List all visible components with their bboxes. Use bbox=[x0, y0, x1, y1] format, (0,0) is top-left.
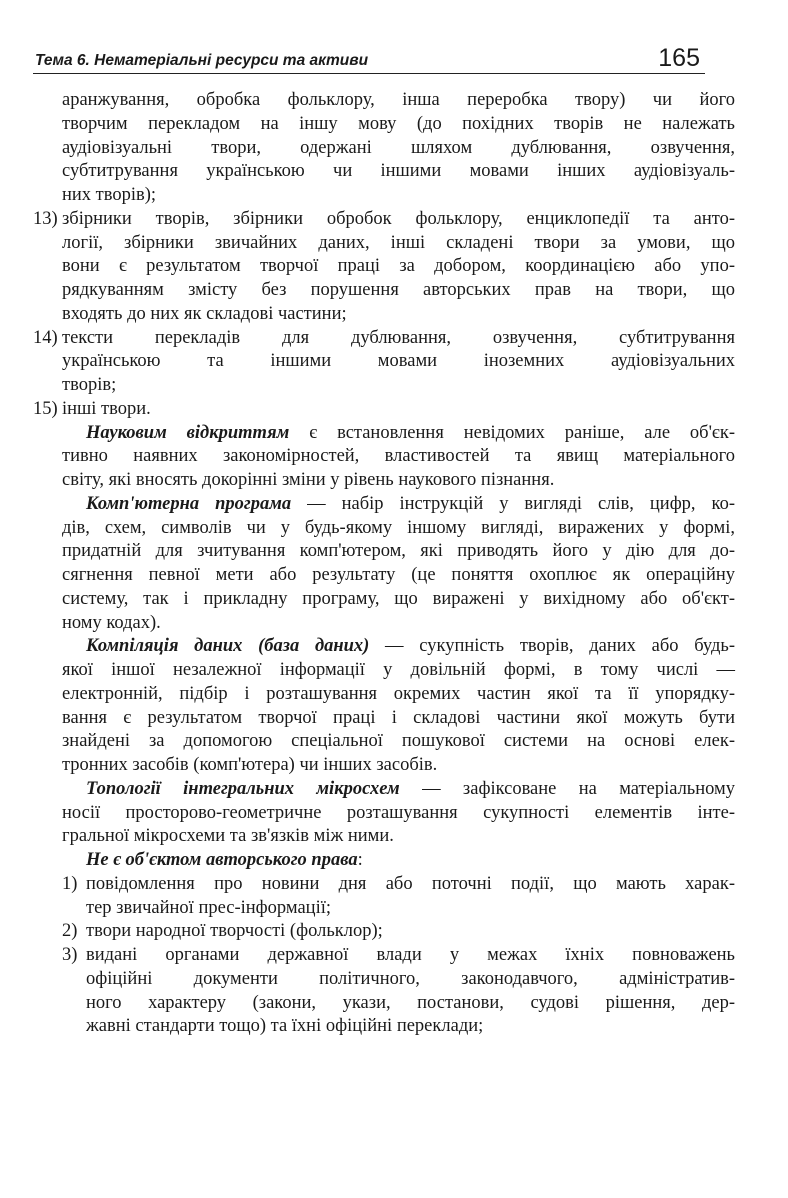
text-line bbox=[86, 492, 735, 516]
line-text: творів; bbox=[62, 375, 117, 395]
text-line bbox=[62, 824, 735, 848]
list-number: 14) bbox=[33, 327, 58, 348]
line-text: — зафіксоване на матеріальному bbox=[399, 778, 736, 799]
text-line bbox=[86, 777, 735, 801]
line-text: електронній, підбір і розташування окремих частин якої та її упорядку- bbox=[62, 683, 735, 704]
text-line bbox=[62, 539, 735, 563]
text-line bbox=[62, 468, 735, 492]
line-text: інші твори. bbox=[62, 398, 151, 419]
line-text: носії просторово-геометричне розташування сукупності елементів інте- bbox=[62, 802, 735, 823]
line-text: рядкуванням змісту без порушення авторських прав на твори, що bbox=[62, 280, 735, 300]
text-line bbox=[62, 729, 735, 753]
line-text: знайдені за допомогою спеціальної пошукової системи на основі елек- bbox=[62, 731, 735, 752]
line-text: творчим перекладом на іншу мову (до похідних творів не належать bbox=[62, 113, 735, 134]
text-line bbox=[62, 658, 735, 682]
text-line bbox=[62, 801, 735, 825]
header-rule bbox=[33, 73, 705, 74]
line-text: є встановлення невідомих раніше, але об'єк- bbox=[289, 422, 735, 443]
text-line bbox=[62, 112, 735, 136]
list-number: 2) bbox=[62, 921, 78, 942]
text-line bbox=[62, 88, 735, 112]
page-number: 165 bbox=[658, 44, 700, 72]
text-line bbox=[62, 682, 735, 706]
text-line bbox=[62, 516, 735, 540]
text-line bbox=[86, 848, 735, 872]
list-number: 3) bbox=[62, 945, 78, 965]
line-text: придатній для зчитування комп'ютером, які приводять його у дію для до- bbox=[62, 541, 735, 562]
text-line bbox=[86, 1014, 735, 1038]
line-text: вони є результатом творчої праці за добором, координацією або упо- bbox=[62, 256, 735, 277]
chapter-title: Тема 6. Нематеріальні ресурси та активи bbox=[35, 52, 369, 69]
line-text: тронних засобів (комп'ютера) чи інших засобів. bbox=[62, 755, 438, 775]
text-line bbox=[86, 421, 735, 445]
text-line bbox=[62, 183, 735, 207]
defined-term: Комп'ютерна програма bbox=[86, 493, 292, 514]
line-text: видані органами державної влади у межах їхніх повноважень bbox=[86, 945, 735, 965]
line-text: жавні стандарти тощо) та їхні офіційні переклади; bbox=[86, 1016, 484, 1037]
text-line bbox=[62, 611, 735, 635]
text-line bbox=[62, 254, 735, 278]
line-text: якої іншої незалежної інформації у довільній формі, в тому числі — bbox=[62, 660, 735, 680]
text-line bbox=[62, 444, 735, 468]
line-text: логії, збірники звичайних даних, інші складені твори за умови, що bbox=[62, 232, 735, 253]
line-text: повідомлення про новини дня або поточні події, що мають харак- bbox=[86, 873, 735, 894]
defined-term: Топології інтегральних мікросхем bbox=[86, 778, 400, 799]
line-text: вання є результатом творчої праці і складові частини якої можуть бути bbox=[62, 707, 735, 728]
defined-term: Компіляція даних (база даних) bbox=[86, 636, 370, 657]
line-text: : bbox=[357, 850, 363, 870]
line-text: тексти перекладів для дублювання, озвучення, субтитрування bbox=[62, 327, 735, 348]
text-line bbox=[62, 207, 735, 231]
text-line bbox=[62, 373, 735, 397]
list-number: 15) bbox=[33, 398, 58, 419]
line-text: українською та іншими мовами іноземних аудіовізуальних bbox=[62, 351, 735, 372]
text-line bbox=[62, 349, 735, 373]
line-text: аудіовізуальні твори, одержані шляхом дублювання, озвучення, bbox=[62, 137, 735, 158]
defined-term: Не є об'єктом авторського права bbox=[86, 850, 358, 870]
line-text: офіційні документи політичного, законодавчого, адміністратив- bbox=[86, 968, 735, 989]
line-text: твори народної творчості (фольклор); bbox=[86, 921, 383, 942]
line-text: аранжування, обробка фольклору, інша переробка твору) чи його bbox=[62, 90, 735, 110]
text-line bbox=[62, 587, 735, 611]
defined-term: Науковим відкриттям bbox=[86, 422, 290, 443]
text-line bbox=[62, 706, 735, 730]
text-line bbox=[86, 634, 735, 658]
text-line bbox=[62, 397, 735, 421]
text-line bbox=[86, 896, 735, 920]
text-line bbox=[62, 136, 735, 160]
text-line bbox=[62, 302, 735, 326]
text-line bbox=[86, 991, 735, 1015]
line-text: входять до них як складові частини; bbox=[62, 303, 347, 324]
text-line bbox=[86, 967, 735, 991]
line-text: — сукупність творів, даних або будь- bbox=[369, 636, 735, 657]
line-text: систему, так і прикладну програму, що виражені у вихідному або об'єкт- bbox=[62, 588, 735, 609]
line-text: світу, які вносять докорінні зміни у рівень наукового пізнання. bbox=[62, 470, 555, 490]
list-number: 13) bbox=[33, 208, 58, 229]
text-line bbox=[62, 159, 735, 183]
text-line bbox=[86, 872, 735, 896]
line-text: сягнення певної мети або результату (це поняття охоплює як операційну bbox=[62, 565, 735, 585]
text-line bbox=[86, 919, 735, 943]
line-text: ного характеру (закони, укази, постанови, судові рішення, дер- bbox=[86, 992, 735, 1013]
line-text: тивно наявних закономірностей, властивостей та явищ матеріального bbox=[62, 446, 735, 467]
line-text: дів, схем, символів чи у будь-якому іншому вигляді, виражених у формі, bbox=[62, 517, 735, 538]
text-line bbox=[62, 326, 735, 350]
text-line bbox=[62, 563, 735, 587]
line-text: гральної мікросхеми та зв'язків між ними. bbox=[62, 826, 394, 847]
text-line bbox=[86, 943, 735, 967]
text-line bbox=[62, 753, 735, 777]
line-text: збірники творів, збірники обробок фольклору, енциклопедії та анто- bbox=[62, 208, 735, 229]
line-text: ному кодах). bbox=[62, 612, 161, 633]
line-text: тер звичайної прес-інформації; bbox=[86, 897, 331, 918]
text-line bbox=[62, 278, 735, 302]
list-number: 1) bbox=[62, 873, 78, 894]
line-text: — набір інструкцій у вигляді слів, цифр, ко- bbox=[291, 493, 735, 514]
text-line bbox=[62, 231, 735, 255]
line-text: них творів); bbox=[62, 185, 157, 205]
line-text: субтитрування українською чи іншими мовами інших аудіовізуаль- bbox=[62, 161, 735, 182]
